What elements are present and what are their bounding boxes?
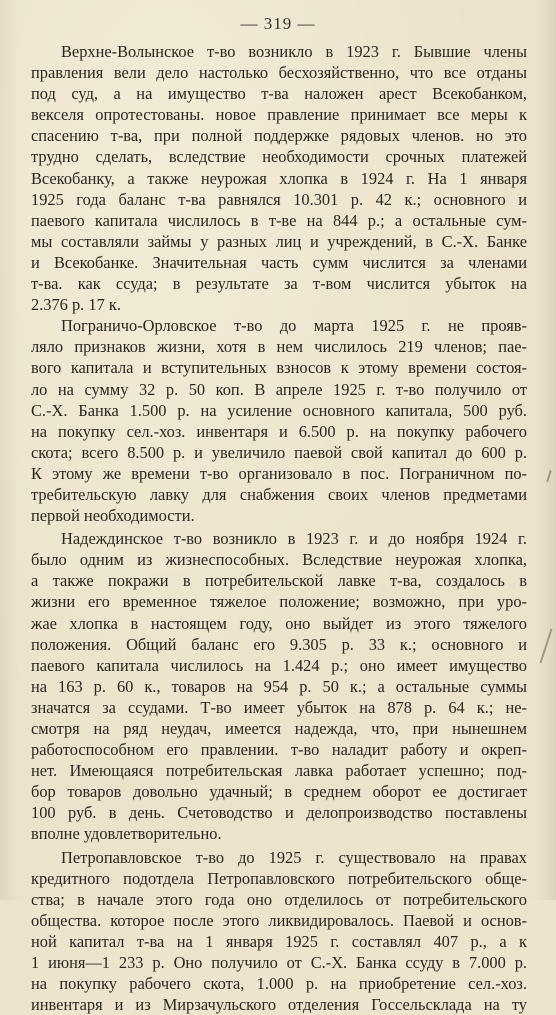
- text-line: на покупку сел.-хоз. инвентаря и 6.500 р. на покупку рабочего: [31, 421, 527, 441]
- text-line: 1 июня—1 233 р. Оно получило от С.-Х. Банка ссуду в 7.000 р.: [31, 953, 527, 973]
- text-line: а также покражи в потребительской лавке т-ва, создалось в: [31, 571, 527, 591]
- page-body: [31, 41, 527, 1015]
- text-line: С.-Х. Банка 1.500 р. на усиление основного капитала, 500 руб.: [31, 400, 527, 420]
- text-line: К этому же времени т-во организовало в пос. Пограничном по-: [31, 463, 527, 483]
- text-line: значатся за ссудами. Т-во имеет убыток на 878 р. 64 к.; не-: [31, 697, 527, 717]
- text-line: общества. которое после этого ликвидировалось. Паевой и основ-: [31, 910, 527, 930]
- text-line: скота; всего 8.500 р. и увеличило паевой свой капитал до 600 р.: [31, 442, 527, 462]
- text-line: требительскую лавку для снабжения своих членов предметами: [31, 484, 527, 504]
- paragraph-nadezhdinskoe: [31, 528, 527, 844]
- text-line: первой необходимости.: [31, 506, 195, 526]
- paragraph-pogranichno-orlovskoe: [31, 315, 527, 526]
- text-line: ной капитал т-ва на 1 января 1925 г. составлял 407 р., а к: [31, 931, 527, 951]
- text-line: паевого капитала числилось в т-ве на 844 р.; а остальные сум-: [31, 210, 527, 230]
- text-line: на покупку рабочего скота, 1.000 р. на приобретение сел.-хоз.: [31, 974, 527, 994]
- text-line: смотря на ряд неудач, имеется надежда, что, при нынешнем: [31, 719, 527, 738]
- text-line: вполне удовлетворительно.: [31, 824, 222, 844]
- text-line: кредитного подотдела Петропавловского потребительского обще-: [31, 868, 527, 888]
- text-line: на 163 р. 60 к., товаров на 954 р. 50 к.; а остальные суммы: [31, 676, 527, 696]
- text-line: трудно сделать, вследствие необходимости срочных платежей: [31, 147, 527, 167]
- text-line: ства; в начале этого года оно отделилось от потребительского: [31, 889, 527, 909]
- text-line: нет. Имеющаяся потребительская лавка работает успешно; под-: [31, 761, 527, 781]
- paragraph-petropavlovskoe: [31, 847, 527, 1015]
- text-line: инвентаря и из Мирзачульского отделения Госсельсклада на ту: [31, 995, 527, 1015]
- text-line: ло на сумму 32 р. 50 коп. В апреле 1925 г. т-во получило от: [31, 379, 527, 399]
- text-line: вого капитала и вступительных взносов к этому времени состоя-: [31, 358, 527, 378]
- text-line: векселя опротестованы. новое правление принимает все меры к: [31, 105, 527, 125]
- text-line: 2.376 р. 17 к.: [31, 295, 121, 315]
- text-line: мы составляли займы у разных лиц и учреждений, в С.-Х. Банке: [31, 231, 527, 251]
- margin-pencil-mark: [539, 629, 552, 664]
- text-line: жае хлопка в настоящем году, оно выйдет из этого тяжелого: [31, 613, 527, 633]
- text-line: Верхне-Волынское т-во возникло в 1923 г. Бывшие члены: [61, 42, 527, 61]
- text-line: положения. Общий баланс его 9.305 р. 33 к.; основного и: [31, 634, 527, 654]
- text-line: 1925 года баланс т-ва равнялся 10.301 р. 42 к.; основного и: [31, 189, 527, 209]
- margin-pencil-mark: [546, 470, 552, 482]
- text-line: Пограничо-Орловское т-во до марта 1925 г. не прояв-: [61, 316, 527, 336]
- text-line: под суд, а на имущество т-ва наложен арест Всекобанком,: [31, 84, 527, 104]
- page-number: — 319 —: [240, 14, 316, 33]
- text-line: т-ва. как ссуда; в результате за т-вом числится убыток на: [31, 274, 527, 294]
- text-line: жизни его временное тяжелое положение; возможно, при уро-: [31, 592, 527, 612]
- text-line: Надеждинское т-во возникло в 1923 г. и до ноября 1924 г.: [61, 529, 527, 549]
- text-line: Всекобанку, а также неурожая хлопка в 1924 г. На 1 января: [31, 168, 527, 188]
- text-line: было одним из жизнеспособных. Вследствие неурожая хлопка,: [31, 550, 527, 570]
- text-line: Петропавловское т-во до 1925 г. существовало на правах: [61, 847, 527, 867]
- text-line: и Всекобанке. Значительная часть сумм числится за членами: [31, 252, 527, 272]
- text-line: 100 руб. в день. Счетоводство и делопроизводство поставлены: [31, 803, 527, 823]
- text-line: ляло признаков жизни, хотя в нем числилось 219 членов; пае-: [31, 337, 527, 357]
- paragraph-verkhne-volynskoe: [31, 41, 527, 315]
- text-line: спасению т-ва, при полной поддержке рядовых членов. но это: [31, 126, 527, 146]
- text-line: работоспособном его правлении. т-во наладит работу и окреп-: [31, 740, 527, 760]
- text-line: правления вели дело настолько бесхозяйственно, что все отданы: [31, 63, 527, 83]
- text-line: паевого капитала числилось на 1.424 р.; оно имеет имущество: [31, 655, 527, 675]
- text-line: бор товаров довольно удачный; в среднем оборот ее достигает: [31, 782, 527, 802]
